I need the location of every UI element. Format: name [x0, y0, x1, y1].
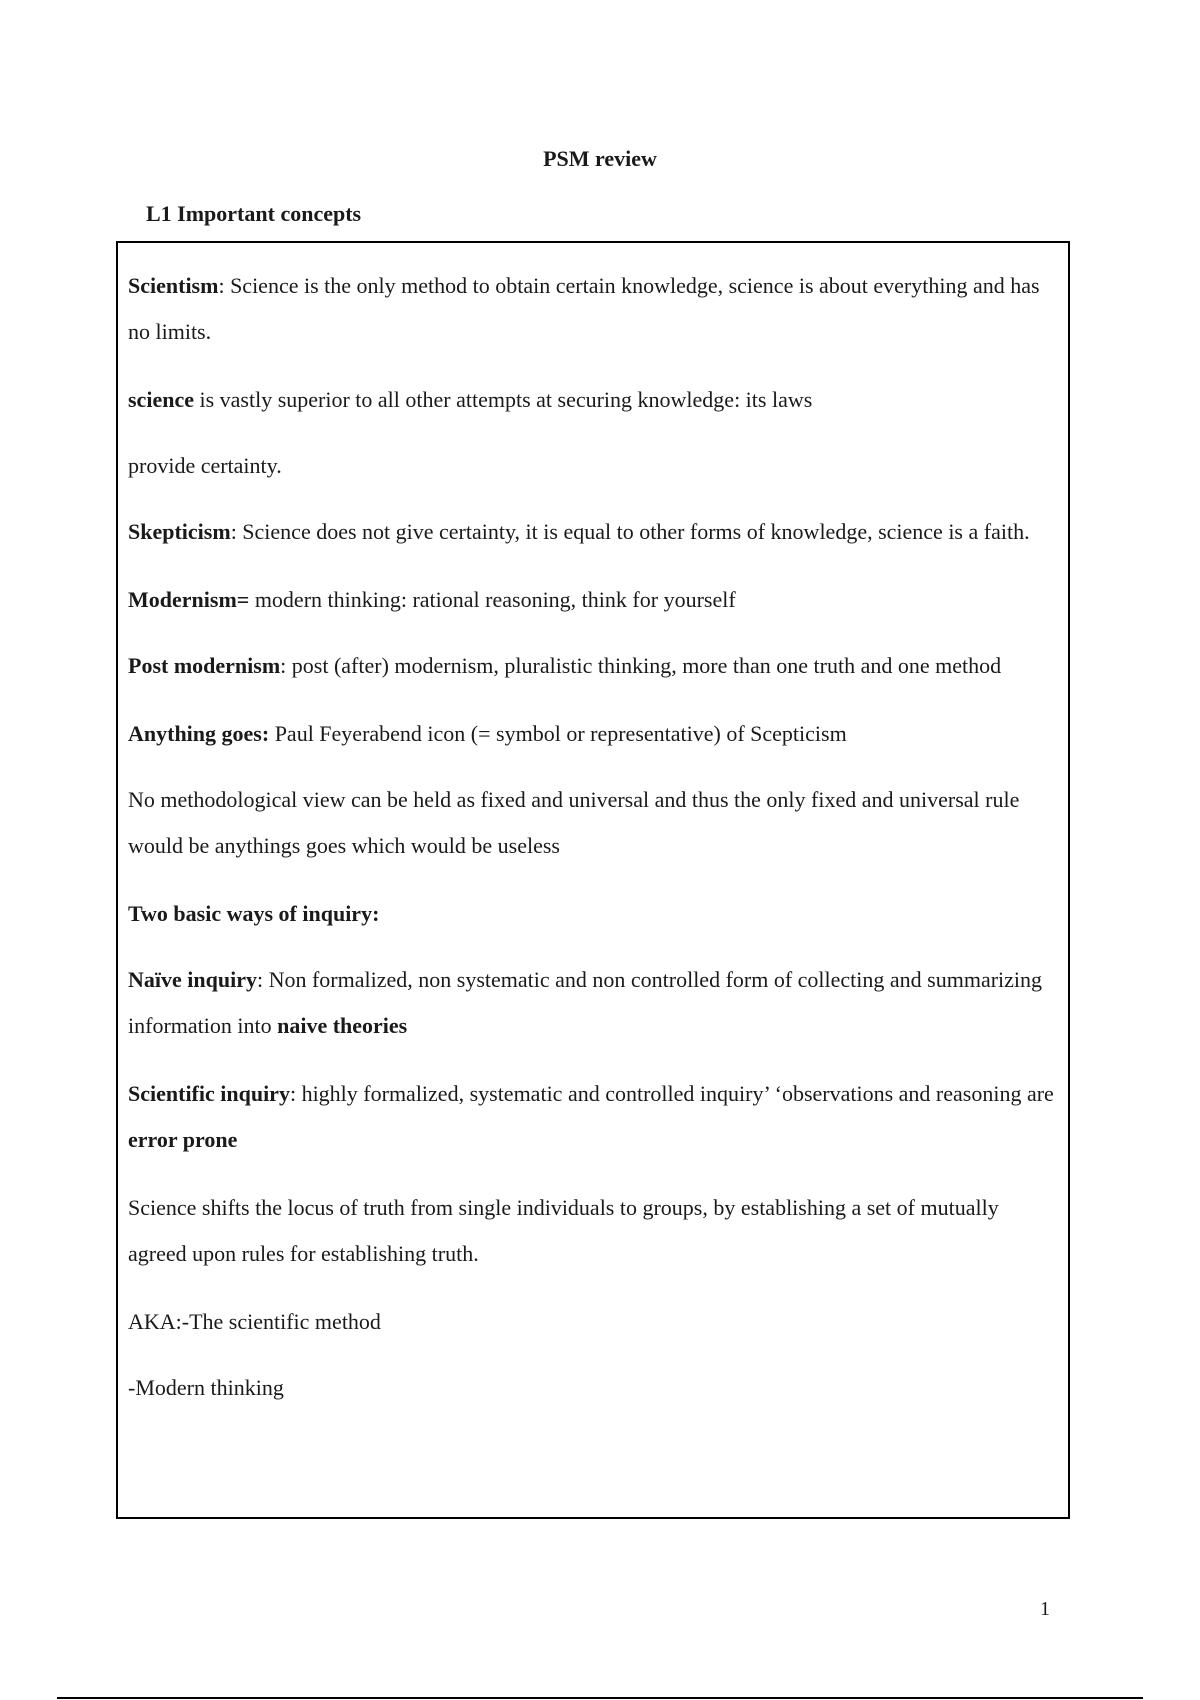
- paragraph-no-methodological-view: [128, 777, 1058, 869]
- text-science-shifts: Science shifts the locus of truth from single individuals to groups, by establishing a set of mutually agreed upon rules for establishing truth.: [128, 1195, 999, 1266]
- definition-skepticism: : Science does not give certainty, it is equal to other forms of knowledge, science is a faith.: [230, 519, 1030, 544]
- definition-science: is vastly superior to all other attempts at securing knowledge: its laws: [193, 387, 813, 412]
- definition-post-modernism: : post (after) modernism, pluralistic thinking, more than one truth and one method: [280, 653, 1002, 678]
- term-scientific-inquiry: Scientific inquiry: [128, 1081, 290, 1106]
- term-modernism: Modernism=: [128, 587, 250, 612]
- paragraph-modernism: [128, 577, 1058, 623]
- emphasis-error-prone: error prone: [128, 1127, 238, 1152]
- document-title: PSM review: [543, 146, 657, 171]
- emphasis-naive-theories: naive theories: [277, 1013, 408, 1038]
- paragraph-post-modernism: [128, 643, 1058, 689]
- paragraph-scientism: [128, 263, 1058, 355]
- paragraph-anything-goes: [128, 711, 1058, 757]
- paragraph-science-continued: [128, 443, 1058, 489]
- definition-anything-goes: Paul Feyerabend icon (= symbol or representative) of Scepticism: [269, 721, 847, 746]
- footer-divider: [57, 1697, 1143, 1699]
- page-number: 1: [1040, 1598, 1050, 1620]
- paragraph-modern-thinking: [128, 1365, 1058, 1411]
- term-scientism: Scientism: [128, 273, 219, 298]
- term-naive-inquiry: Naïve inquiry: [128, 967, 257, 992]
- definition-naive-inquiry: : Non formalized, non systematic and non controlled form of collecting and summarizing information into: [128, 967, 1043, 1038]
- paragraph-scientific-inquiry: [128, 1071, 1058, 1163]
- paragraph-science-shifts: [128, 1185, 1058, 1277]
- term-post-modernism: Post modernism: [128, 653, 281, 678]
- definition-scientism: : Science is the only method to obtain certain knowledge, science is about everything and has no limits.: [128, 273, 1040, 344]
- term-skepticism: Skepticism: [128, 519, 231, 544]
- paragraph-two-ways-of-inquiry: [128, 891, 1058, 937]
- term-two-ways-of-inquiry: Two basic ways of inquiry:: [128, 901, 380, 926]
- paragraph-aka: [128, 1299, 1058, 1345]
- text-science-continued: provide certainty.: [128, 453, 282, 478]
- paragraph-science: [128, 377, 1058, 423]
- text-modern-thinking: -Modern thinking: [128, 1375, 284, 1400]
- text-aka: AKA:-The scientific method: [128, 1309, 381, 1334]
- term-anything-goes: Anything goes:: [128, 721, 270, 746]
- concepts-box: [116, 241, 1070, 1519]
- section-heading: L1 Important concepts: [146, 201, 362, 226]
- definition-scientific-inquiry: : highly formalized, systematic and controlled inquiry’ ‘observations and reasoning are: [289, 1081, 1054, 1106]
- text-no-methodological-view: No methodological view can be held as fixed and universal and thus the only fixed and universal rule would be anythings goes which would be useless: [128, 787, 1020, 858]
- paragraph-skepticism: [128, 509, 1058, 555]
- paragraph-naive-inquiry: [128, 957, 1058, 1049]
- term-science: science: [128, 387, 194, 412]
- definition-modernism: modern thinking: rational reasoning, think for yourself: [249, 587, 736, 612]
